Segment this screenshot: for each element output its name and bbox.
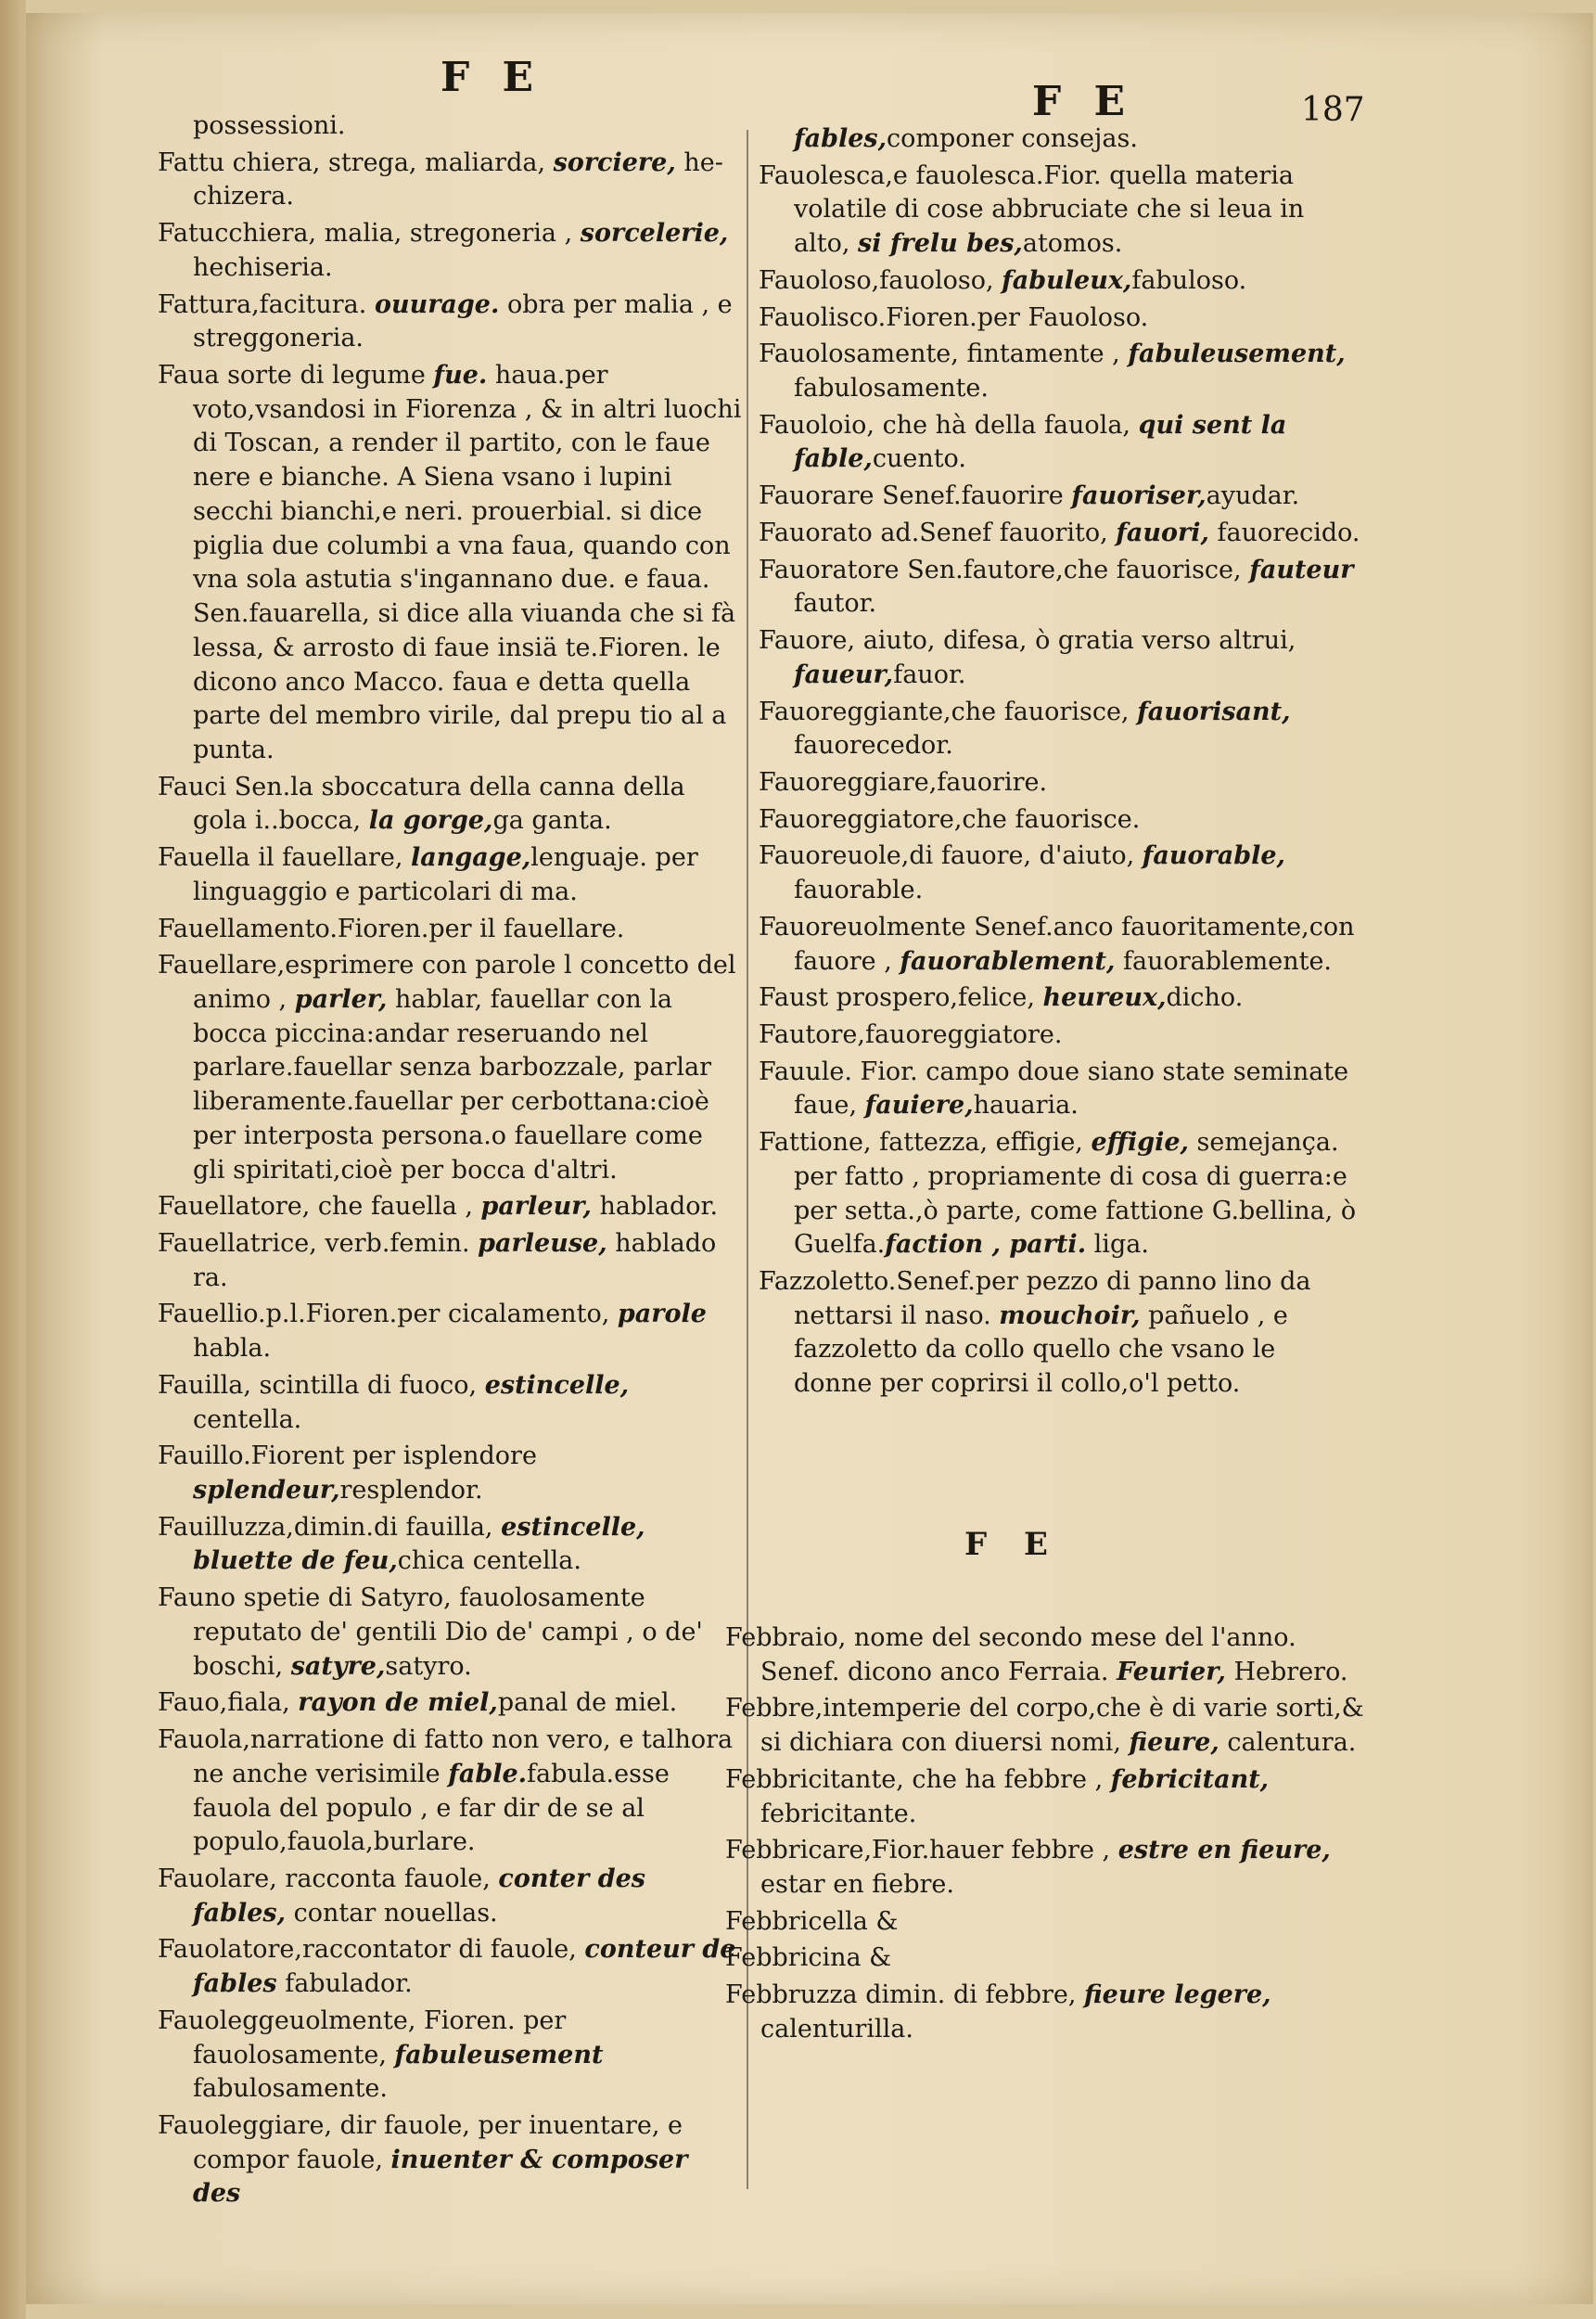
entry-french-gloss: fable. [448, 1759, 528, 1788]
entry-definition: pañuelo , e fazzoletto da collo quello che vsano le donne per coprirsi il collo,o'l petto. [794, 1300, 1288, 1399]
dictionary-entry [158, 949, 742, 1187]
entry-definition: fabuloso. [1131, 265, 1247, 295]
entry-french-gloss: qui sent la fable, [794, 410, 1287, 474]
entry-definition: calenturilla. [760, 2014, 913, 2044]
dictionary-entry [158, 2109, 742, 2211]
entry-headword: Fauoreuolmente Senef.anco fauoritamente,con fauore , [759, 912, 1355, 976]
entry-headword: Fauoleggeuolmente, Fioren. per fauolosamente, [158, 2005, 567, 2069]
entry-french-gloss: fauoriser, [1071, 481, 1207, 511]
entry-headword: Febbricina & [725, 1943, 892, 1973]
entry-french-gloss: faueur, [794, 660, 894, 689]
entry-definition: hablador. [591, 1192, 719, 1222]
page-number: 187 [1301, 91, 1365, 129]
entry-definition: panal de miel. [497, 1688, 678, 1718]
dictionary-entry [158, 1227, 742, 1295]
dictionary-entry [725, 1621, 1374, 1689]
entry-headword: Fauno spetie di Satyro, fauolosamente reputato de' gentili Dio de' campi , o de' boschi, [158, 1583, 703, 1681]
entry-headword: Fauoleggiare, dir fauole, per inuentare, e compor fauole, [158, 2110, 683, 2174]
dictionary-entry [759, 517, 1361, 551]
entry-definition: fauorable. [794, 876, 924, 905]
entry-french-gloss: fauori, [1116, 518, 1209, 547]
entry-headword: Fauolisco.Fioren.per Fauoloso. [759, 302, 1149, 332]
dictionary-entry [158, 1582, 742, 1684]
entry-headword: Fauolare, racconta fauole, [158, 1864, 499, 1893]
entry-definition: fauorablemente. [1115, 946, 1333, 976]
entry-french-gloss: satyre, [290, 1651, 386, 1681]
dictionary-entry [759, 1019, 1361, 1053]
header-right-letters: F E [1032, 78, 1135, 125]
section-heading: F E [964, 1526, 1061, 1563]
dictionary-entry [759, 981, 1361, 1016]
entry-french-gloss: la gorge, [368, 806, 493, 836]
entry-definition: he-chizera. [193, 147, 723, 211]
entry-definition: liga. [1086, 1230, 1149, 1260]
right-column-lower [725, 1621, 1374, 2050]
entry-french-gloss: parleur, [480, 1192, 592, 1222]
dictionary-entry [725, 1692, 1374, 1760]
entry-french-gloss: heureux, [1042, 983, 1167, 1013]
entry-french-gloss: mouchoir, [999, 1300, 1141, 1330]
entry-french-gloss: fabuleux, [1002, 265, 1132, 295]
dictionary-entry [725, 1763, 1374, 1831]
entry-french-gloss: fauorisant, [1137, 697, 1291, 726]
entry-french-gloss: conteur de fables [193, 1935, 736, 1999]
entry-definition: resplendor. [339, 1476, 483, 1505]
entry-definition: fabulosamente. [794, 374, 989, 404]
entry-headword: Faua sorte di legume [158, 361, 434, 391]
dictionary-entry [759, 338, 1361, 405]
entry-definition: obra per malia , e streggoneria. [193, 289, 733, 353]
entry-headword: Febbricitante, che ha febbre , [725, 1764, 1111, 1794]
entry-definition: fautor. [794, 589, 877, 619]
dictionary-entry [759, 766, 1361, 801]
dictionary-entry [158, 1190, 742, 1224]
entry-headword: Faust prospero,felice, [759, 983, 1043, 1013]
entry-french-gloss: inuenter & composer des [193, 2145, 688, 2209]
entry-french-gloss: splendeur, [193, 1476, 340, 1505]
entry-definition: semejança. per fatto , propriamente di cosa di guerra:e per setta.,ò parte, come fattione G.bellina, ò Guelfa. [794, 1128, 1357, 1260]
entry-definition: fabulador. [276, 1969, 413, 1999]
entry-french-gloss: effigie, [1091, 1128, 1189, 1158]
dictionary-entry [759, 409, 1361, 477]
entry-definition: fabulosamente. [193, 2074, 388, 2104]
entry-headword: Fazzoletto.Senef.per pezzo di panno lino da nettarsi il naso. [759, 1267, 1311, 1330]
entry-headword: Fauorare Senef.fauorire [759, 481, 1072, 511]
entry-french-gloss: fauteur [1249, 555, 1354, 584]
entry-french-gloss: fieure, [1129, 1728, 1219, 1758]
dictionary-entry [158, 109, 742, 144]
dictionary-entry [759, 803, 1361, 838]
entry-headword: Fauule. Fior. campo doue siano state seminate faue, [759, 1057, 1349, 1121]
entry-headword: Fauoreggiante,che fauorisce, [759, 697, 1138, 726]
dictionary-entry [725, 1979, 1374, 2046]
right-column [759, 122, 1361, 1404]
entry-french-gloss: fue. [433, 361, 488, 391]
entry-definition: chica centella. [397, 1546, 581, 1576]
dictionary-entry [759, 554, 1361, 621]
dictionary-entry [158, 771, 742, 839]
entry-french-gloss: fabuleusement [394, 2040, 604, 2069]
entry-headword: Febbruzza dimin. di febbre, [725, 1980, 1085, 2010]
entry-definition: ga ganta. [492, 806, 612, 836]
entry-definition: fauorecedor. [794, 731, 953, 761]
entry-definition: hablado ra. [193, 1229, 717, 1292]
entry-french-gloss: sorciere, [553, 147, 676, 177]
entry-french-gloss: estincelle, bluette de feu, [193, 1512, 645, 1576]
dictionary-entry [759, 122, 1361, 157]
dictionary-entry [759, 264, 1361, 299]
entry-french-gloss: langage, [411, 843, 531, 873]
entry-french-gloss: si frelu bes, [858, 229, 1023, 259]
entry-headword: Febbraio, nome del secondo mese del l'anno. Senef. dicono anco Ferraia. [725, 1623, 1296, 1686]
entry-headword: Fauoloso,fauoloso, [759, 265, 1002, 295]
entry-definition: componer consejas. [887, 124, 1138, 153]
entry-headword: Fauilluzza,dimin.di fauilla, [158, 1512, 502, 1542]
entry-definition: fauorecido. [1208, 518, 1360, 547]
dictionary-entry [759, 696, 1361, 763]
entry-french-gloss: fieure legere, [1084, 1980, 1271, 2010]
entry-headword: Fauellatrice, verb.femin. [158, 1229, 479, 1258]
header-left-letters: F E [440, 54, 543, 101]
entry-french-gloss: fabuleusement, [1128, 340, 1346, 369]
entry-french-gloss: parler, [294, 984, 388, 1014]
entry-french-gloss: fauorable, [1142, 841, 1285, 871]
entry-definition: calentura. [1219, 1728, 1357, 1758]
entry-definition: hauaria. [973, 1091, 1079, 1121]
entry-french-gloss: Feurier, [1117, 1657, 1226, 1686]
dictionary-entry [725, 1905, 1374, 1940]
entry-headword: Fauci Sen.la sboccatura della canna della gola i..bocca, [158, 772, 685, 836]
dictionary-entry [158, 1686, 742, 1721]
entry-french-gloss: fables, [794, 124, 887, 153]
entry-french-gloss: faction , parti. [885, 1230, 1087, 1260]
entry-definition: possessioni. [193, 111, 346, 140]
entry-definition: dicho. [1166, 983, 1244, 1013]
dictionary-entry [158, 1440, 742, 1507]
entry-headword: Febbricare,Fior.hauer febbre , [725, 1836, 1118, 1865]
dictionary-entry [158, 217, 742, 285]
entry-headword: Fauilla, scintilla di fuoco, [158, 1370, 485, 1400]
entry-headword: Fauoratore Sen.fautore,che fauorisce, [759, 555, 1250, 584]
entry-definition: hechiseria. [193, 252, 333, 282]
entry-headword: Fauellamento.Fioren.per il fauellare. [158, 914, 625, 943]
entry-headword: Fatucchiera, malia, stregoneria , [158, 219, 581, 249]
entry-headword: Fauoreuole,di fauore, d'aiuto, [759, 841, 1143, 871]
entry-headword: Fauolosamente, fintamente , [759, 340, 1129, 369]
dictionary-entry [158, 1298, 742, 1365]
entry-french-gloss: febricitant, [1110, 1764, 1270, 1794]
entry-french-gloss: parleuse, [478, 1229, 607, 1258]
dictionary-entry [158, 1863, 742, 1930]
dictionary-entry [158, 841, 742, 909]
entry-headword: Fauoreggiatore,che fauorisce. [759, 804, 1141, 834]
entry-definition: estar en fiebre. [760, 1870, 954, 1900]
entry-definition: Hebrero. [1225, 1657, 1348, 1686]
entry-french-gloss: estre en fieure, [1117, 1836, 1331, 1865]
dictionary-entry [759, 1126, 1361, 1262]
dictionary-entry [158, 2005, 742, 2107]
dictionary-entry [759, 911, 1361, 979]
entry-french-gloss: estincelle, [484, 1370, 630, 1400]
dictionary-entry [158, 1723, 742, 1860]
entry-headword: Fauellatore, che fauella , [158, 1192, 481, 1222]
entry-headword: Fauolesca,e fauolesca.Fior. quella materia volatile di cose abbruciate che si leua in alto, [759, 160, 1305, 259]
entry-french-gloss: fauiere, [864, 1091, 974, 1121]
book-gutter [0, 0, 26, 2319]
entry-headword: Fautore,fauoreggiatore. [759, 1019, 1063, 1049]
entry-definition: atomos. [1022, 229, 1123, 259]
entry-headword: Fauoreggiare,fauorire. [759, 767, 1048, 797]
dictionary-entry [759, 480, 1361, 514]
entry-definition: habla. [193, 1334, 272, 1364]
dictionary-entry [158, 1369, 742, 1437]
dictionary-entry [759, 160, 1361, 262]
entry-headword: Fauola,narratione di fatto non vero, e talhora ne anche verisimile [158, 1725, 734, 1788]
entry-definition: hablar, fauellar con la bocca piccina:andar reseruando nel parlare.fauellar senza barbozzale, parlar liberamente.fauellar per cerbottana:cioè per interposta persona.o fauellare come gli spiritati,cioè per bocca d'altri. [193, 984, 712, 1185]
entry-definition: contar nouellas. [286, 1898, 498, 1928]
entry-french-gloss: sorcelerie, [580, 219, 729, 249]
entry-headword: Febbre,intemperie del corpo,che è di varie sorti,& si dichiara con diuersi nomi, [725, 1694, 1364, 1758]
entry-headword: Fattione, fattezza, effigie, [759, 1128, 1092, 1158]
entry-headword: Fauellare,esprimere con parole l concetto del animo , [158, 951, 736, 1014]
dictionary-entry [759, 1265, 1361, 1402]
dictionary-entry [725, 1941, 1374, 1976]
dictionary-entry [158, 1511, 742, 1579]
dictionary-entry [158, 359, 742, 768]
dictionary-entry [759, 1056, 1361, 1123]
dictionary-entry [158, 1933, 742, 2001]
entry-headword: Fauellio.p.l.Fioren.per cicalamento, [158, 1300, 618, 1329]
dictionary-entry [759, 624, 1361, 692]
left-column [158, 109, 742, 2214]
dictionary-entry [759, 301, 1361, 336]
entry-definition: centella. [193, 1404, 302, 1434]
dictionary-entry [158, 147, 742, 214]
entry-definition: febricitante. [760, 1799, 917, 1828]
entry-french-gloss: parole [617, 1300, 707, 1329]
entry-definition: lenguaje. per linguaggio e particolari di ma. [193, 843, 698, 906]
entry-headword: Fauo,fiala, [158, 1688, 299, 1718]
dictionary-entry [725, 1834, 1374, 1902]
entry-headword: Fauoloio, che hà della fauola, [759, 410, 1139, 440]
entry-definition: ayudar. [1206, 481, 1300, 511]
entry-headword: Fattura,facitura. [158, 289, 375, 319]
entry-headword: Fauolatore,raccontator di fauole, [158, 1935, 585, 1965]
entry-headword: Fauillo.Fiorent per isplendore [158, 1441, 537, 1471]
entry-french-gloss: ouurage. [374, 289, 500, 319]
entry-headword: Fauore, aiuto, difesa, ò gratia verso altrui, [759, 626, 1296, 656]
dictionary-entry [158, 913, 742, 947]
entry-definition: fabula.esse fauola del populo , e far dir de se al populo,fauola,burlare. [193, 1759, 670, 1857]
entry-definition: satyro. [385, 1651, 472, 1681]
entry-headword: Febbricella & [725, 1906, 899, 1936]
dictionary-entry [158, 288, 742, 356]
entry-french-gloss: fauorablement, [900, 946, 1116, 976]
entry-headword: Fauella il fauellare, [158, 843, 412, 873]
entry-definition: fauor. [893, 660, 966, 689]
entry-headword: Fauorato ad.Senef fauorito, [759, 518, 1117, 547]
entry-french-gloss: conter des fables, [193, 1864, 645, 1928]
entry-definition: haua.per voto,vsandosi in Fiorenza , & in altri luochi di Toscan, a render il partito, con le faue nere e bianche. A Siena vsano i lupini secchi bianchi,e neri. prouerbial. si dice piglia due columbi a vna faua, quando con vna sola astutia s'ingannano due. e faua. Sen.fauarella, si dice alla viuanda che si fà lessa, & arrosto di faue insiä te.Fioren. le dicono anco Macco. faua e detta quella parte del membro virile, dal prepu tio al a punta. [193, 361, 742, 764]
dictionary-entry [759, 839, 1361, 907]
entry-french-gloss: rayon de miel, [298, 1688, 498, 1718]
entry-headword: Fattu chiera, strega, maliarda, [158, 147, 554, 177]
entry-definition: cuento. [872, 444, 966, 474]
